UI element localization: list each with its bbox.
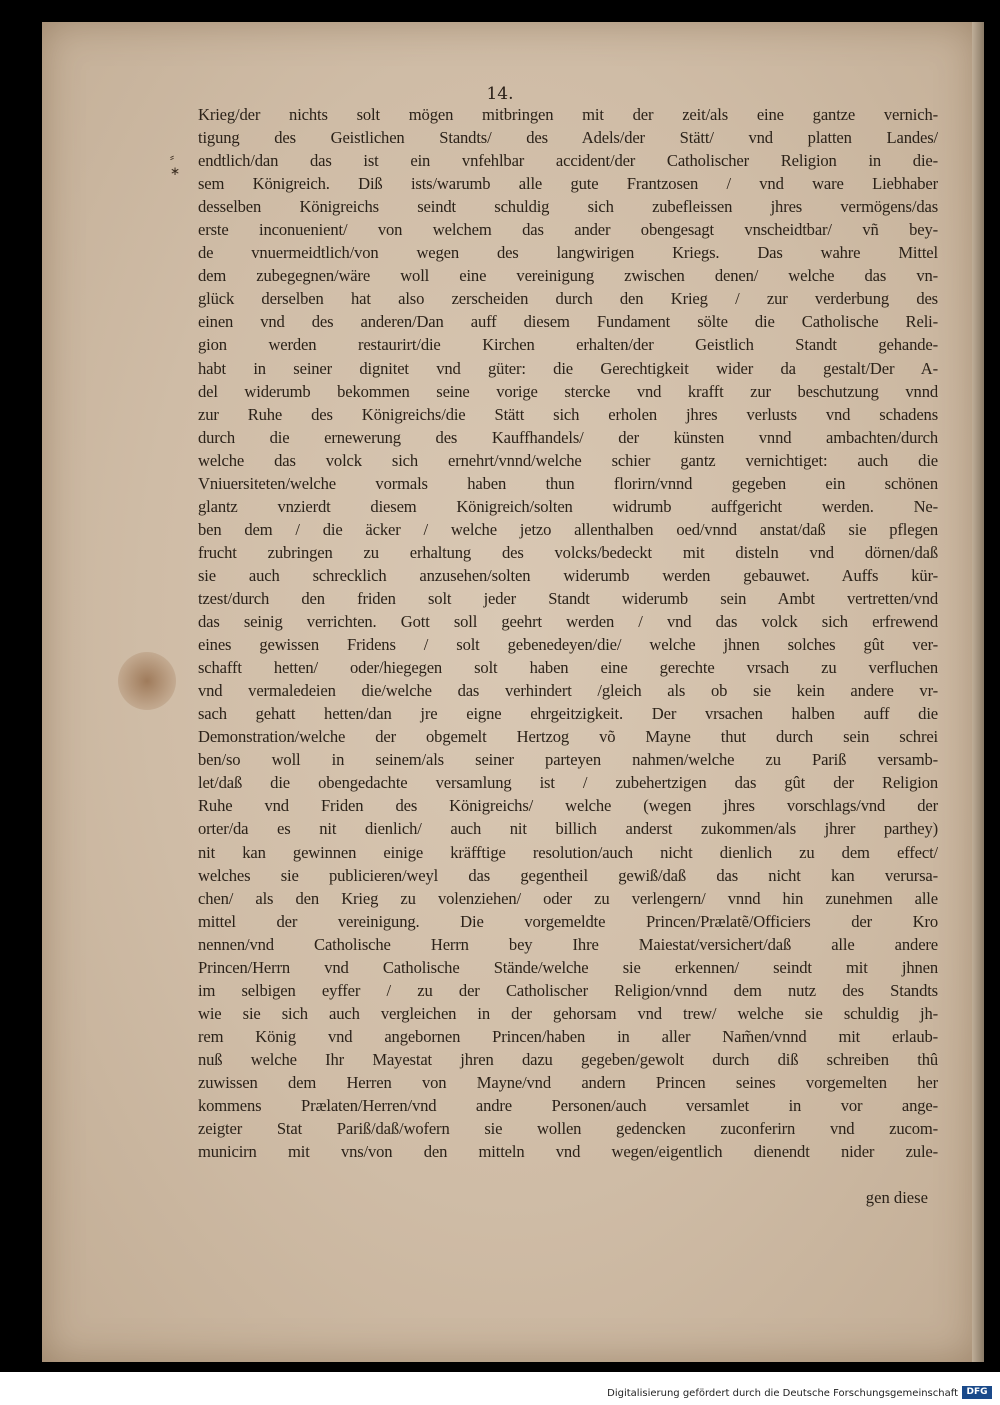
footer-bar: [0, 1372, 1000, 1405]
text-line: eines gewissen Fridens / solt gebenedeyen/die/ welche jhnen solches gût ver-: [198, 635, 938, 655]
text-line: nit kan gewinnen einige kräfftige resolution/auch nicht dienlich zu dem effect/: [198, 842, 938, 862]
text-line: Vniuersiteten/welche vormals haben thun florirn/vnnd gegeben ein schönen: [198, 473, 938, 493]
text-line: tigung des Geistlichen Standts/ des Adels/der Stätt/ vnd platten Landes/: [198, 128, 938, 148]
text-line: welches sie publicieren/weyl das gegentheil gewiß/daß das nicht kan verursa-: [198, 865, 938, 885]
text-line: zeigter Stat Pariß/daß/wofern sie wollen gedencken zuconferirn vnd zucom-: [198, 1119, 938, 1139]
catchword: gen diese: [865, 1188, 928, 1207]
text-line: zuwissen dem Herren von Mayne/vnd andern Princen seines vorgemelten her: [198, 1072, 938, 1092]
text-line: del widerumb bekommen seine vorige stercke vnd krafft zur beschutzung vnnd: [198, 381, 938, 401]
paper-stain: [118, 652, 176, 710]
text-line: frucht zubringen zu erhaltung des volcks/bedeckt mit disteln vnd dörnen/daß: [198, 542, 938, 562]
text-line: Ruhe vnd Friden des Königreichs/ welche (wegen jhres vorschlags/vnd der: [198, 796, 938, 816]
margin-note: ⸗ ∗: [170, 150, 181, 178]
text-line: glantz vnzierdt diesem Königreich/solten widrumb auffgericht werden. Ne-: [198, 496, 938, 516]
text-line: schafft hetten/ oder/hiegegen solt haben eine gerechte vrsach zu verfluchen: [198, 658, 938, 678]
text-line: das seinig verrichten. Gott soll geehrt werden / vnd das volck sich erfrewend: [198, 612, 938, 632]
text-line: de vnuermeidtlich/von wegen des langwirigen Kriegs. Das wahre Mittel: [198, 243, 938, 263]
text-line: desselben Königreichs seindt schuldig sich zubefleissen jhres vermögens/das: [198, 197, 938, 217]
text-line: glück derselben hat also zerscheiden durch den Krieg / zur verderbung des: [198, 289, 938, 309]
text-line: Krieg/der nichts solt mögen mitbringen mit der zeit/als eine gantze vernich-: [198, 105, 938, 124]
text-line: kommens Prælaten/Herren/vnd andre Personen/auch versamlet in vor ange-: [198, 1096, 938, 1116]
text-line: orter/da es nit dienlich/ auch nit billich anderst zukommen/als jhrer parthey): [198, 819, 938, 839]
text-line: endtlich/dan das ist ein vnfehlbar accident/der Catholischer Religion in die-: [198, 151, 938, 171]
text-line: zur Ruhe des Königreichs/die Stätt sich erholen jhres verlusts vnd schadens: [198, 404, 938, 424]
text-line: dem zubegegnen/wäre woll eine vereinigung zwischen denen/ welche das vn-: [198, 266, 938, 286]
text-line: habt in seiner dignitet vnd güter: die Gerechtigkeit wider da gestalt/Der A-: [198, 358, 938, 378]
funding-credit: Digitalisierung gefördert durch die Deutsche Forschungsgemeinschaft: [607, 1388, 958, 1399]
text-line: chen/ als den Krieg zu volenziehen/ oder zu verlengern/ vnnd hin zunehmen alle: [198, 888, 938, 908]
text-line: welche das volck sich ernehrt/vnnd/welche schier gantz vernichtiget: auch die: [198, 450, 938, 470]
dfg-logo: DFG: [962, 1386, 992, 1399]
text-line: nennen/vnd Catholische Herrn bey Ihre Maiestat/versichert/daß alle andere: [198, 934, 938, 954]
text-line: nuß welche Ihr Mayestat jhren dazu gegeben/gewolt durch diß schreiben thû: [198, 1049, 938, 1069]
text-line: vnd vermaledeien die/welche das verhindert /gleich als ob sie kein andere vr-: [198, 681, 938, 701]
text-line: mittel der vereinigung. Die vorgemeldte Princen/Prælatẽ/Officiers der Kro: [198, 911, 938, 931]
text-line: rem König vnd angebornen Princen/haben in aller Nam̃en/vnnd mit erlaub-: [198, 1026, 938, 1046]
text-line: tzest/durch den friden solt jeder Standt widerumb sein Ambt vertretten/vnd: [198, 588, 938, 608]
text-line: let/daß die obengedachte versamlung ist / zubehertzigen das gût der Religion: [198, 773, 938, 793]
text-line: ben/so woll in seinem/als seiner parteyen nahmen/welche zu Pariß versamb-: [198, 750, 938, 770]
page-edge: [972, 22, 984, 1362]
text-line: erste inconuenient/ von welchem das ander obengesagt vnscheidtbar/ vñ bey-: [198, 220, 938, 240]
text-line: einen vnd des anderen/Dan auff diesem Fundament sölte die Catholische Reli-: [198, 312, 938, 332]
text-line: sie auch schrecklich anzusehen/solten widerumb werden gebauwet. Auffs kür-: [198, 565, 938, 585]
text-line: Princen/Herrn vnd Catholische Stände/welche sie erkennen/ seindt mit jhnen: [198, 957, 938, 977]
text-line: gion werden restaurirt/die Kirchen erhalten/der Geistlich Standt gehande-: [198, 335, 938, 355]
text-line: im selbigen eyffer / zu der Catholischer Religion/vnnd dem nutz des Standts: [198, 980, 938, 1000]
text-line: municirn mit vns/von den mitteln vnd wegen/eigentlich dienendt nider zule-: [198, 1142, 938, 1162]
text-line: durch die ernewerung des Kauffhandels/ der künsten vnnd ambachten/durch: [198, 427, 938, 447]
text-line: ben dem / die äcker / welche jetzo allenthalben oed/vnnd anstat/daß sie pflegen: [198, 519, 938, 539]
body-text: [198, 103, 938, 1163]
text-line: wie sie sich auch vergleichen in der gehorsam vnd trew/ welche sie schuldig jh-: [198, 1003, 938, 1023]
page-number: 14.: [486, 84, 514, 104]
text-line: sem Königreich. Diß ists/warumb alle gute Frantzosen / vnd ware Liebhaber: [198, 174, 938, 194]
text-line: sach gehatt hetten/dan jre eigne ehrgeitzigkeit. Der vrsachen halben auff die: [198, 704, 938, 724]
text-line: Demonstration/welche der obgemelt Hertzog võ Mayne thut durch sein schrei: [198, 727, 938, 747]
